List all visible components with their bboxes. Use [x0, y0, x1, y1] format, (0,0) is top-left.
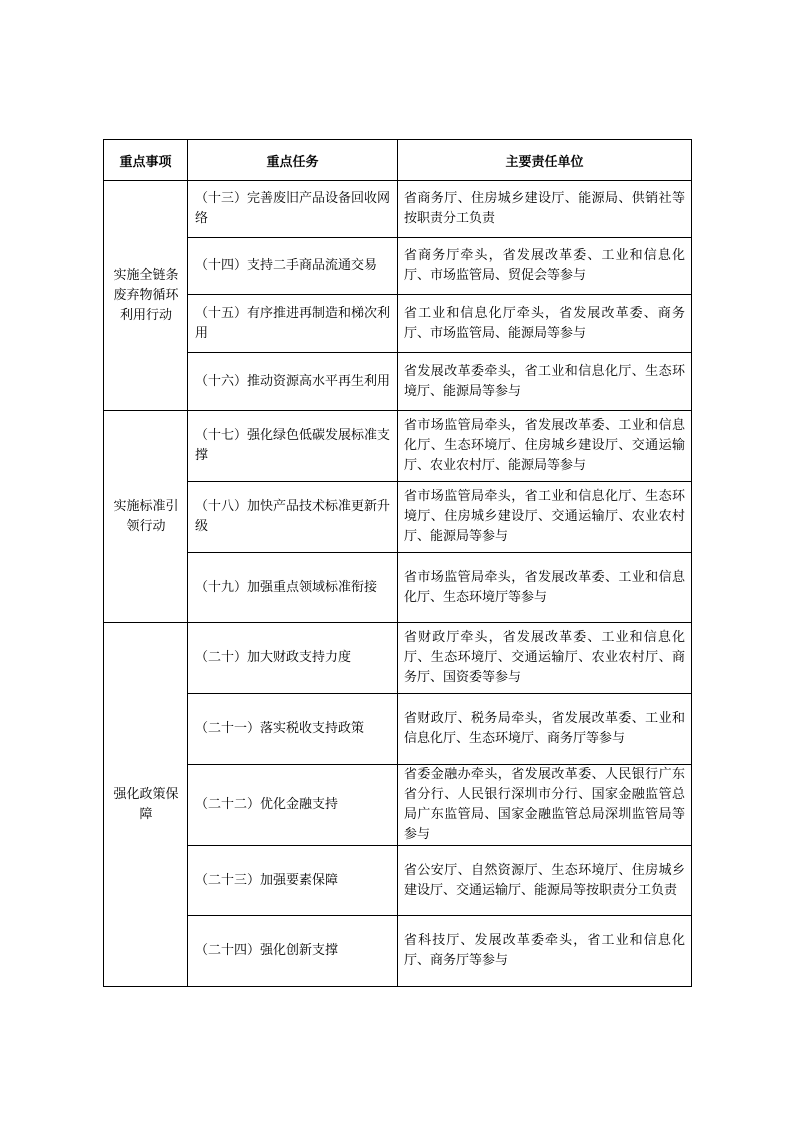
table-row [104, 623, 692, 694]
task-cell: （二十）加大财政支持力度 [188, 623, 398, 694]
category-label: 实施标准引领行动 [113, 498, 179, 534]
unit-cell: 省市场监管局牵头，省工业和信息化厅、生态环境厅、住房城乡建设厅、交通运输厅、农业农村厅、能源局等参与 [398, 482, 692, 553]
task-cell: （十七）强化绿色低碳发展标准支撑 [188, 411, 398, 482]
table-row [104, 765, 692, 846]
table-row [104, 181, 692, 238]
task-cell: （二十四）强化创新支撑 [188, 916, 398, 987]
unit-cell: 省市场监管局牵头，省发展改革委、工业和信息化厅、生态环境厅、住房城乡建设厅、交通运输厅、农业农村厅、能源局等参与 [398, 411, 692, 482]
table-row [104, 411, 692, 482]
table-row [104, 916, 692, 987]
category-cell [104, 623, 188, 987]
unit-cell: 省财政厅牵头，省发展改革委、工业和信息化厅、生态环境厅、交通运输厅、农业农村厅、商务厅、国资委等参与 [398, 623, 692, 694]
unit-cell: 省财政厅、税务局牵头，省发展改革委、工业和信息化厅、生态环境厅、商务厅等参与 [398, 694, 692, 765]
responsibility-table [103, 139, 692, 987]
task-cell: （二十一）落实税收支持政策 [188, 694, 398, 765]
category-cell [104, 181, 188, 411]
task-cell: （十九）加强重点领域标准衔接 [188, 553, 398, 623]
task-cell: （二十三）加强要素保障 [188, 846, 398, 916]
header-key-task: 重点任务 [188, 140, 398, 181]
unit-cell: 省工业和信息化厅牵头，省发展改革委、商务厅、市场监管局、能源局等参与 [398, 295, 692, 353]
unit-cell: 省商务厅牵头，省发展改革委、工业和信息化厅、市场监管局、贸促会等参与 [398, 238, 692, 295]
unit-cell: 省市场监管局牵头，省发展改革委、工业和信息化厅、生态环境厅等参与 [398, 553, 692, 623]
task-cell: （十四）支持二手商品流通交易 [188, 238, 398, 295]
task-cell: （十六）推动资源高水平再生利用 [188, 353, 398, 411]
category-label: 强化政策保障 [113, 786, 179, 822]
table-row [104, 295, 692, 353]
table-row [104, 553, 692, 623]
task-cell: （二十二）优化金融支持 [188, 765, 398, 846]
task-cell: （十三）完善废旧产品设备回收网络 [188, 181, 398, 238]
category-cell [104, 411, 188, 623]
table-row [104, 482, 692, 553]
category-label: 实施全链条废弃物循环利用行动 [113, 267, 179, 323]
unit-cell: 省发展改革委牵头，省工业和信息化厅、生态环境厅、能源局等参与 [398, 353, 692, 411]
unit-cell: 省商务厅、住房城乡建设厅、能源局、供销社等按职责分工负责 [398, 181, 692, 238]
table-row [104, 238, 692, 295]
table-row [104, 846, 692, 916]
table-row [104, 353, 692, 411]
table-header-row [104, 140, 692, 181]
header-responsible-unit: 主要责任单位 [398, 140, 692, 181]
header-key-item: 重点事项 [104, 140, 188, 181]
table-row [104, 694, 692, 765]
unit-cell: 省科技厅、发展改革委牵头，省工业和信息化厅、商务厅等参与 [398, 916, 692, 987]
task-cell: （十五）有序推进再制造和梯次利用 [188, 295, 398, 353]
unit-cell: 省委金融办牵头，省发展改革委、人民银行广东省分行、人民银行深圳市分行、国家金融监管总局广东监管局、国家金融监管总局深圳监管局等参与 [398, 765, 692, 846]
task-cell: （十八）加快产品技术标准更新升级 [188, 482, 398, 553]
unit-cell: 省公安厅、自然资源厅、生态环境厅、住房城乡建设厅、交通运输厅、能源局等按职责分工负责 [398, 846, 692, 916]
